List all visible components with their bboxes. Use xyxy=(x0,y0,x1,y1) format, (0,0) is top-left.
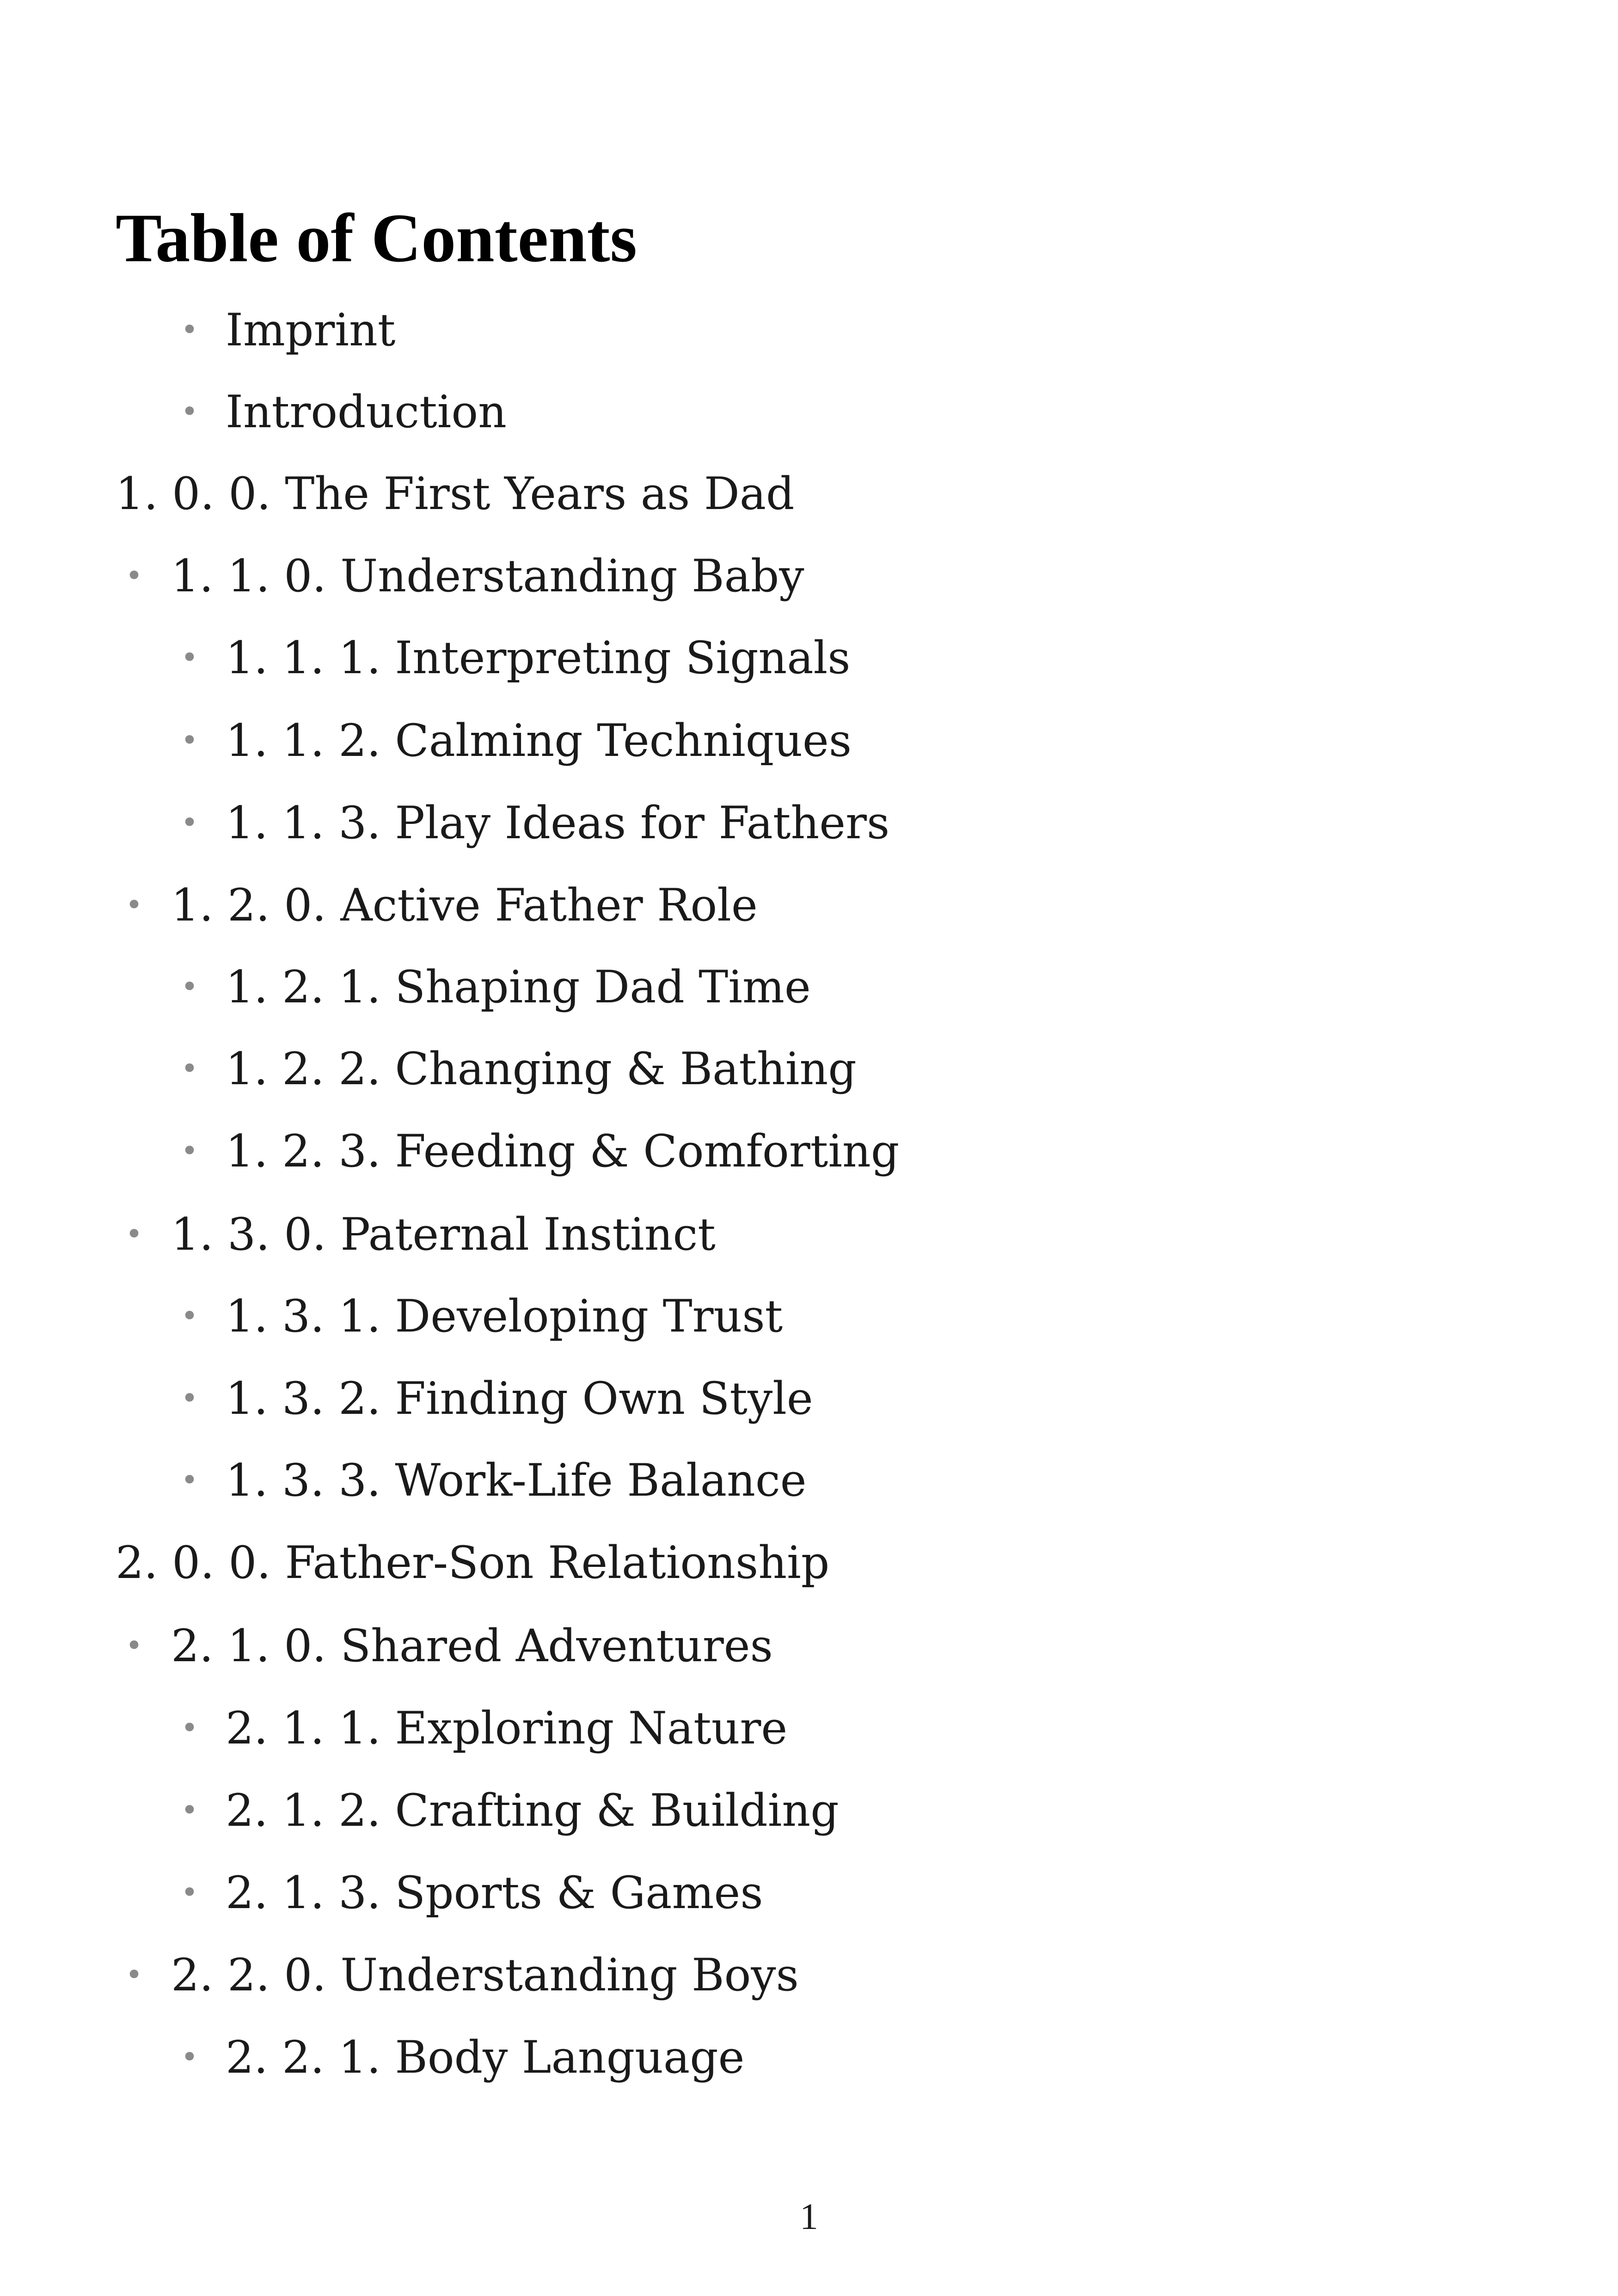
bullet-icon: • xyxy=(181,1134,198,1168)
bullet-icon: • xyxy=(181,1299,198,1333)
bullet-icon: • xyxy=(181,2040,198,2075)
toc-entry-label: Imprint xyxy=(226,304,396,356)
toc-entry-label: 1. 1. 2. Calming Techniques xyxy=(226,715,852,767)
toc-entry-label: 1. 0. 0. The First Years as Dad xyxy=(116,468,795,520)
bullet-icon: • xyxy=(125,1217,143,1252)
bullet-icon: • xyxy=(181,1711,198,1745)
toc-entry-label: 2. 2. 1. Body Language xyxy=(226,2032,745,2083)
toc-entry-label: 1. 3. 2. Finding Own Style xyxy=(226,1373,813,1424)
bullet-icon: • xyxy=(181,724,198,758)
bullet-icon: • xyxy=(181,641,198,675)
toc-entry-label: 1. 3. 1. Developing Trust xyxy=(226,1290,783,1342)
toc-entry-label: 1. 2. 3. Feeding & Comforting xyxy=(226,1125,900,1177)
bullet-icon: • xyxy=(181,1381,198,1416)
toc-entry-label: 2. 1. 0. Shared Adventures xyxy=(171,1620,773,1672)
bullet-icon: • xyxy=(181,1463,198,1498)
bullet-icon: • xyxy=(125,888,143,922)
toc-entry-label: 1. 1. 3. Play Ideas for Fathers xyxy=(226,797,890,849)
toc-entry-label: 1. 1. 0. Understanding Baby xyxy=(171,550,804,602)
bullet-icon: • xyxy=(181,1793,198,1828)
toc-entry-label: 1. 1. 1. Interpreting Signals xyxy=(226,632,851,684)
bullet-icon: • xyxy=(125,1958,143,1992)
bullet-icon: • xyxy=(181,313,198,347)
toc-entry-label: Introduction xyxy=(226,386,507,438)
toc-entry-label: 2. 1. 3. Sports & Games xyxy=(226,1867,763,1919)
toc-entry-label: 1. 2. 0. Active Father Role xyxy=(171,879,758,931)
bullet-icon: • xyxy=(181,1052,198,1086)
bullet-icon: • xyxy=(125,559,143,593)
toc-entry-label: 2. 1. 1. Exploring Nature xyxy=(226,1702,788,1754)
page-number: 1 xyxy=(800,2197,818,2237)
toc-entry-label: 2. 2. 0. Understanding Boys xyxy=(171,1949,799,2001)
toc-entry-label: 2. 0. 0. Father-Son Relationship xyxy=(116,1537,830,1589)
toc-entry-label: 2. 1. 2. Crafting & Building xyxy=(226,1785,839,1836)
toc-entry-label: 1. 2. 2. Changing & Bathing xyxy=(226,1043,857,1095)
toc-entry-label: 1. 3. 0. Paternal Instinct xyxy=(171,1209,716,1260)
toc-entry-label: 1. 2. 1. Shaping Dad Time xyxy=(226,961,811,1013)
bullet-icon: • xyxy=(181,806,198,840)
toc-entry-label: 1. 3. 3. Work-Life Balance xyxy=(226,1455,807,1506)
bullet-icon: • xyxy=(181,395,198,429)
bullet-icon: • xyxy=(125,1629,143,1663)
bullet-icon: • xyxy=(181,1876,198,1910)
page-title: Table of Contents xyxy=(116,200,637,276)
bullet-icon: • xyxy=(181,970,198,1004)
